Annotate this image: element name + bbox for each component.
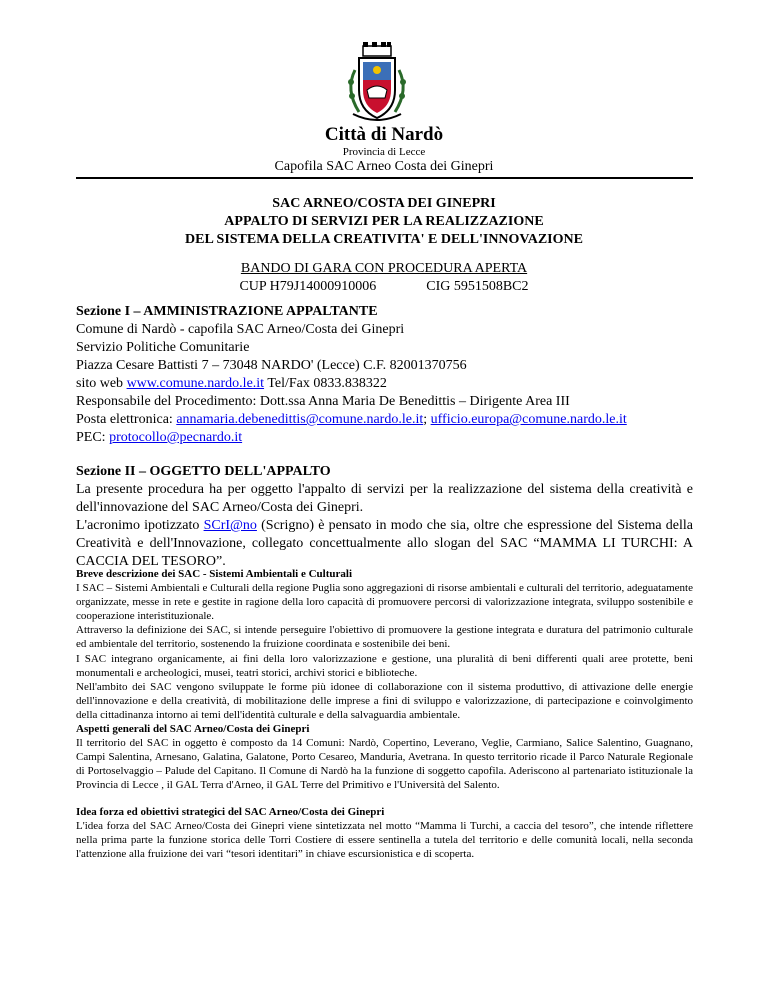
email-line	[76, 411, 693, 429]
details-heading-2: Aspetti generali del SAC Arneo/Costa dei Ginepri	[76, 723, 310, 736]
bando-codes	[0, 278, 768, 296]
email-label: Posta elettronica:	[76, 412, 173, 427]
email-separator: ;	[423, 412, 428, 427]
title-line-1: SAC ARNEO/COSTA DEI GINEPRI	[272, 196, 496, 211]
details-para-1: I SAC – Sistemi Ambientali e Culturali della regione Puglia sono aggregazioni di risorse ambientali e culturali del territorio, adeguatamente organizzate, messe in rete e gestite in ragione della loro capacità di promuovere percorsi di valorizzazione integrata, sviluppo sostenibile e cooperazione interistituzionale.	[76, 582, 693, 623]
details-para-3: I SAC integrano organicamente, ai fini della loro valorizzazione e gestione, una pluralità di beni differenti quali aree protette, beni monumentali e archeologici, musei, teatri storici, archivi storici e biblioteche.	[76, 652, 693, 679]
section-2-para-1: La presente procedura ha per oggetto l'appalto di servizi per la realizzazione del sistema della creatività e dell'innovazione del SAC Arneo/Costa dei Ginepri.	[76, 482, 693, 515]
acronym-description: (Scrigno) è pensato in modo che sia, oltre che espressione del Sistema della Creatività e dell'Innovazione, collegato concettualmente allo slogan del SAC “MAMMA LI TURCHI: A CACCIA DEL TESORO”.	[76, 518, 694, 569]
email-link-1[interactable]: annamaria.debenedittis@comune.nardo.le.it	[176, 412, 424, 427]
section-1-line-2: Servizio Politiche Comunitarie	[76, 340, 250, 355]
title-line-3: DEL SISTEMA DELLA CREATIVITA' E DELL'INNOVAZIONE	[185, 232, 583, 247]
section-1-line-3: Piazza Cesare Battisti 7 – 73048 NARDO' (Lecce) C.F. 82001370756	[76, 358, 467, 373]
bando-title: BANDO DI GARA CON PROCEDURA APERTA	[240, 261, 528, 276]
details-heading-3: Idea forza ed obiettivi strategici del SAC Arneo/Costa dei Ginepri	[76, 805, 385, 818]
city-name: Città di Nardò	[324, 124, 444, 145]
details-para-5: Il territorio del SAC in oggetto è composto da 14 Comuni: Nardò, Copertino, Leverano, Veglie, Carmiano, Salice Salentino, Guagnano, Campi Salentina, Arnesano, Galatina, Galatone, Porto Cesareo, Manduria, Avetrana. In questo territorio ricade il Parco Naturale Regionale di Portoselvaggio – Palude del Capitano. Il Comune di Nardò ha la funzione di soggetto capofila. Aderiscono al partenariato istituzionale la Provincia di Lecce , il GAL Terra d'Arneo, il GAL Terre del Primitivo e l'Università del Salento.	[76, 737, 693, 792]
document-titles	[0, 195, 768, 249]
acronym-link[interactable]: SCrI@no	[203, 518, 257, 533]
details-para-6: L'idea forza del SAC Arneo/Costa dei Ginepri viene sintetizzata nel motto “Mamma li Turchi, a caccia del tesoro”, che intende riflettere nella prima parte la funzione storica delle Torri Costiere di essere sentinella a tutela del territorio e delle comunità locali, nella seconda l'attenzione alla fruizione dei vari “tesori identitari” in chiave escursionistica e di scoperta.	[76, 819, 693, 860]
website-link[interactable]: www.comune.nardo.le.it	[126, 376, 265, 391]
details-heading-1: Breve descrizione dei SAC - Sistemi Ambientali e Culturali	[76, 568, 352, 580]
details-para-4: Nell'ambito dei SAC vengono sviluppate le forme più idonee di collaborazione con il sistema produttivo, di attivazione delle energie dell'innovazione e della creatività, di mobilitazione delle imprese a fini di sviluppo e valorizzazione, di partecipazione e coinvolgimento della cittadinanza intorno ai temi dell'identità culturale e della salvaguardia ambientale.	[76, 680, 693, 721]
section-2-para-2	[76, 517, 693, 571]
city-crest-icon	[325, 40, 429, 124]
telfax: Tel/Fax 0833.838322	[267, 376, 387, 391]
province-label: Provincia di Lecce	[342, 146, 426, 158]
section-1-heading: Sezione I – AMMINISTRAZIONE APPALTANTE	[76, 304, 378, 319]
bando-block	[0, 260, 768, 296]
acronym-intro: L'acronimo ipotizzato	[76, 518, 200, 533]
header-divider	[76, 177, 693, 179]
section-2-heading: Sezione II – OGGETTO DELL'APPALTO	[76, 464, 331, 479]
responsabile-line: Responsabile del Procedimento: Dott.ssa Anna Maria De Benedittis – Dirigente Area III	[76, 394, 570, 409]
pec-link[interactable]: protocollo@pecnardo.it	[109, 430, 243, 445]
website-label: sito web	[76, 376, 124, 391]
website-line	[76, 375, 693, 393]
capofila-label: Capofila SAC Arneo Costa dei Ginepri	[274, 159, 494, 174]
section-1-line-1: Comune di Nardò - capofila SAC Arneo/Costa dei Ginepri	[76, 322, 405, 337]
pec-label: PEC:	[76, 430, 106, 445]
main-content	[76, 303, 693, 571]
cup-code: CUP H79J14000910006	[239, 279, 377, 294]
details-para-2: Attraverso la definizione dei SAC, si intende perseguire l'obiettivo di promuovere la gestione integrata e duratura del patrimonio culturale ed ambientale del territorio, sostenendo la fruizione coordinata e sostenibile dei beni.	[76, 624, 693, 651]
title-line-2: APPALTO DI SERVIZI PER LA REALIZZAZIONE	[224, 214, 544, 229]
details-block	[76, 567, 693, 861]
email-link-2[interactable]: ufficio.europa@comune.nardo.le.it	[430, 412, 627, 427]
cig-code: CIG 5951508BC2	[426, 279, 529, 294]
pec-line	[76, 429, 693, 447]
